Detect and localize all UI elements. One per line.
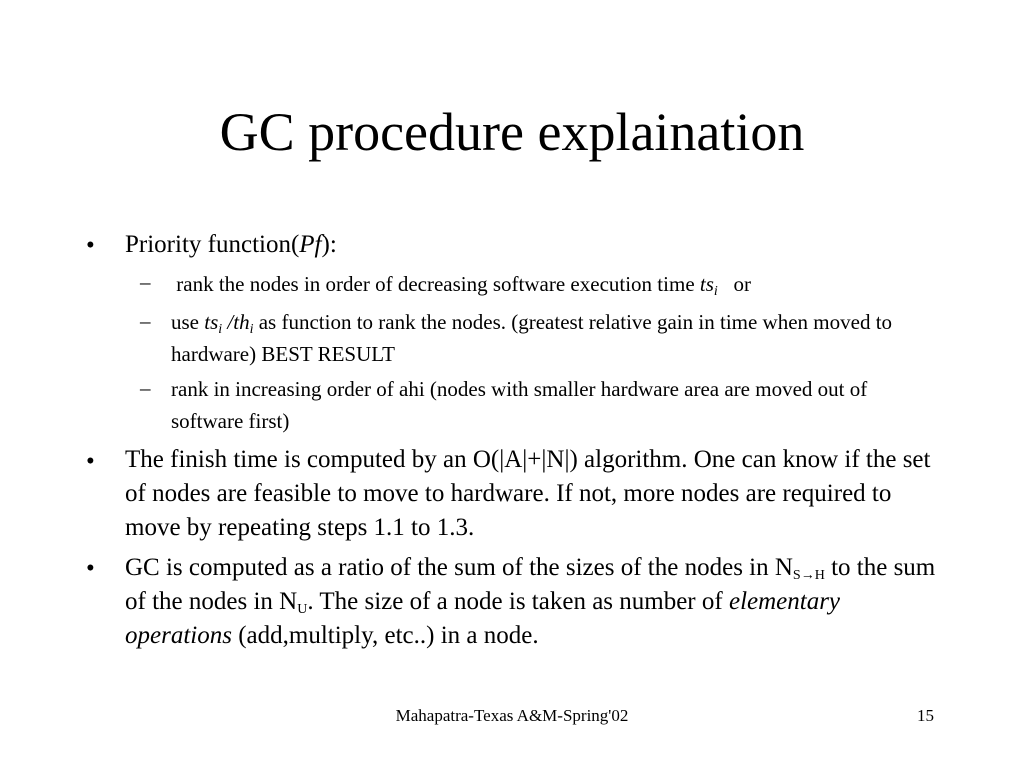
page-number: 15	[917, 706, 934, 725]
subbullet-ts-th-ratio	[171, 306, 901, 370]
bullet-finish-time: The finish time is computed by an O(|A|+|N|) algorithm. One can know if the set of nodes are feasible to move to hardware. If not, more nodes are required to move by repeating steps 1.1 to 1.3.	[125, 446, 931, 541]
bullet-marker: •	[86, 448, 95, 475]
bullet-text: to the sum of the nodes in N	[125, 554, 936, 615]
slide-title: GC procedure explaination	[219, 102, 805, 162]
subbullet-text: rank the nodes in order of decreasing software execution time	[171, 272, 700, 296]
bullet-marker: •	[86, 555, 95, 582]
subbullet-text: as function to rank the nodes. (greatest relative gain in time when moved to hardware) BEST RESULT	[171, 310, 893, 366]
th-subscript: i	[249, 322, 254, 337]
subbullet-marker: –	[140, 270, 151, 294]
bullet-text: (add,multiply, etc..) in a node.	[231, 622, 539, 649]
bullet-marker: •	[86, 232, 95, 259]
ts-symbol: ts	[699, 272, 714, 296]
ts-subscript: i	[713, 284, 718, 299]
subbullet-text: or	[717, 272, 752, 296]
subbullet-rank-decreasing	[171, 268, 901, 300]
bullet-italic-text: Pf	[299, 231, 322, 258]
th-symbol: /th	[222, 310, 250, 334]
ns-h-subscript: S→H	[792, 568, 825, 583]
bullet-text: GC is computed as a ratio of the sum of the sizes of the nodes in N	[125, 554, 793, 581]
subbullet-text: use	[171, 310, 205, 334]
nu-subscript: U	[297, 602, 308, 617]
bullet-text: Priority function(	[125, 231, 300, 258]
subbullet-marker: –	[140, 376, 151, 400]
bullet-italic-text: elementary operations	[125, 588, 841, 649]
ts-symbol: ts	[204, 310, 219, 334]
bullet-text: . The size of a node is taken as number of	[307, 588, 729, 615]
bullet-text: ):	[321, 231, 337, 258]
subbullet-rank-increasing: rank in increasing order of ahi (nodes with smaller hardware area are moved out of software first)	[171, 377, 868, 433]
footer-text: Mahapatra-Texas A&M-Spring'02	[395, 706, 629, 725]
bullet-priority-function	[125, 228, 945, 262]
bullet-gc-ratio	[125, 551, 945, 653]
ts-subscript: i	[218, 322, 223, 337]
subbullet-marker: –	[140, 309, 151, 333]
